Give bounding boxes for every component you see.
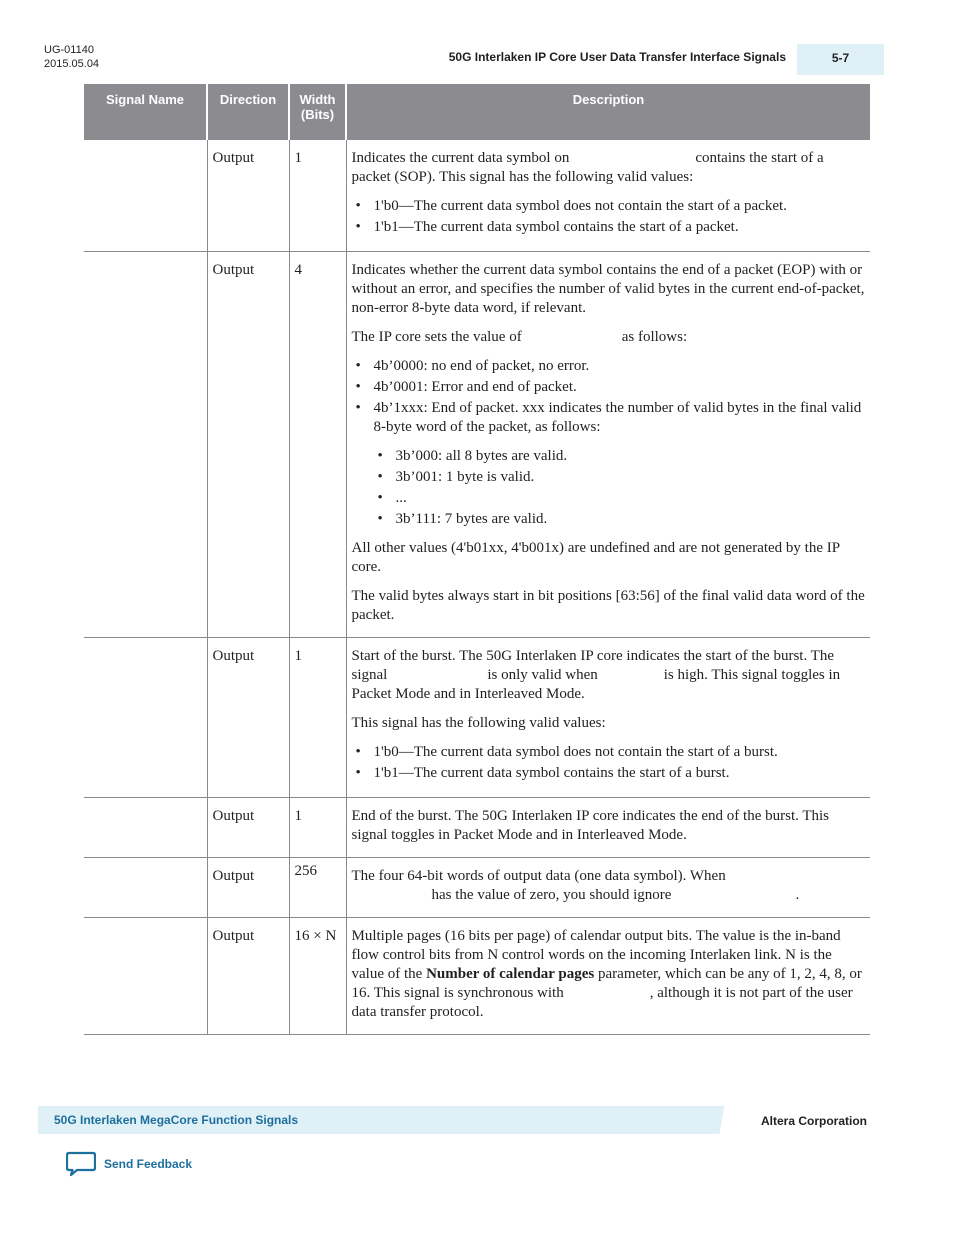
description-cell <box>346 858 870 918</box>
sub-list-item: • ... <box>396 489 867 508</box>
description-text: . <box>795 887 800 903</box>
description-cell <box>346 798 870 858</box>
table-row <box>84 140 870 252</box>
description-text: , although it is not part of the user data transfer protocol. <box>351 985 853 1020</box>
running-header-title: 50G Interlaken IP Core User Data Transfer Interface Signals <box>448 50 786 64</box>
signal-name-cell <box>84 798 207 858</box>
direction-cell: Output <box>207 252 289 638</box>
signal-table <box>84 84 870 1035</box>
description-text: Multiple pages (16 bits per page) of calendar output bits. The value is the in-band flow control bits from N control words on the incoming Interlaken link. N is the value of the <box>351 928 841 982</box>
page-number-box <box>797 44 884 75</box>
list-item: • 1'b0—The current data symbol does not contain the start of a burst. <box>374 743 867 762</box>
document-id-block <box>44 43 99 71</box>
header-direction: Direction <box>207 84 289 140</box>
description-paragraph <box>352 927 867 1022</box>
footer-section-link[interactable]: 50G Interlaken MegaCore Function Signals <box>54 1113 299 1127</box>
description-cell <box>346 638 870 798</box>
table-row <box>84 858 870 918</box>
table-row <box>84 798 870 858</box>
feedback-icon <box>66 1151 96 1177</box>
bullet-list <box>352 197 867 237</box>
document-date: 2015.05.04 <box>44 58 100 70</box>
description-text: is high. This signal toggles in Packet Mode and in Interleaved Mode. <box>351 667 841 702</box>
list-item: • 1'b1—The current data symbol contains the start of a burst. <box>374 764 867 783</box>
bullet-list <box>352 743 867 783</box>
signal-name-cell <box>84 252 207 638</box>
send-feedback-link[interactable] <box>66 1151 192 1177</box>
width-cell: 1 <box>289 140 346 252</box>
page-number: 5-7 <box>831 51 850 65</box>
description-paragraph <box>352 647 867 704</box>
description-text: as follows: <box>621 329 688 345</box>
signal-name-cell <box>84 918 207 1035</box>
description-paragraph <box>352 149 867 187</box>
bullet-list <box>352 357 867 529</box>
width-cell: 4 <box>289 252 346 638</box>
description-cell <box>346 140 870 252</box>
footer-company: Altera Corporation <box>761 1114 868 1128</box>
description-text: is only valid when <box>487 667 598 683</box>
list-item-text: 4b’1xxx: End of packet. xxx indicates the number of valid bytes in the final valid 8-byte word of the packet, as follows: <box>373 400 862 435</box>
description-paragraph: Indicates whether the current data symbol contains the end of a packet (EOP) with or without an error, and specifies the number of valid bytes in the current end-of-packet, non-error 8-byte data word, if relevant. <box>351 262 865 316</box>
description-cell <box>346 252 870 638</box>
list-item <box>374 399 867 529</box>
description-text: Indicates the current data symbol on <box>351 150 570 166</box>
footer-section-bar <box>38 1106 748 1134</box>
description-paragraph: All other values (4'b01xx, 4'b001x) are undefined and are not generated by the IP core. <box>351 540 840 575</box>
description-text: has the value of zero, you should ignore <box>431 887 672 903</box>
width-cell: 16 × N <box>289 918 346 1035</box>
signal-name-cell <box>84 140 207 252</box>
list-item: • 1'b1—The current data symbol contains the start of a packet. <box>374 218 867 237</box>
sub-list-item: • 3b’000: all 8 bytes are valid. <box>396 447 867 466</box>
table-row <box>84 638 870 798</box>
description-paragraph <box>352 867 867 905</box>
width-cell: 1 <box>289 798 346 858</box>
list-item: • 1'b0—The current data symbol does not contain the start of a packet. <box>374 197 867 216</box>
description-text: contains the start of a packet (SOP). This signal has the following valid values: <box>351 150 824 185</box>
description-text: Start of the burst. The 50G Interlaken IP core indicates the start of the burst. The signal <box>351 648 835 683</box>
direction-cell: Output <box>207 858 289 918</box>
send-feedback-label: Send Feedback <box>104 1157 193 1171</box>
list-item: • 4b’0000: no end of packet, no error. <box>374 357 867 376</box>
document-id: UG-01140 <box>44 44 94 56</box>
signal-name-cell <box>84 638 207 798</box>
header-width: Width (Bits) <box>289 84 346 140</box>
direction-cell: Output <box>207 918 289 1035</box>
width-cell: 256 <box>289 858 346 918</box>
description-text: The IP core sets the value of <box>351 329 522 345</box>
width-cell: 1 <box>289 638 346 798</box>
direction-cell: Output <box>207 798 289 858</box>
header-description: Description <box>346 84 870 140</box>
description-paragraph: End of the burst. The 50G Interlaken IP core indicates the end of the burst. This signal toggles in Packet Mode and in Interleaved Mode. <box>351 808 830 843</box>
sub-list-item: • 3b’111: 7 bytes are valid. <box>396 510 867 529</box>
direction-cell: Output <box>207 140 289 252</box>
description-paragraph <box>352 328 867 347</box>
description-paragraph: The valid bytes always start in bit positions [63:56] of the final valid data word of the packet. <box>351 588 865 623</box>
description-text: parameter, which can be any of 1, 2, 4, 8, or 16. This signal is synchronous with <box>351 966 862 1001</box>
header-signal-name: Signal Name <box>84 84 207 140</box>
parameter-name: Number of calendar pages <box>426 966 595 982</box>
table-row <box>84 252 870 638</box>
signal-name-cell <box>84 858 207 918</box>
description-text: The four 64-bit words of output data (one data symbol). When <box>351 868 726 884</box>
list-item: • 4b’0001: Error and end of packet. <box>374 378 867 397</box>
sub-bullet-list <box>374 447 867 529</box>
sub-list-item: • 3b’001: 1 byte is valid. <box>396 468 867 487</box>
direction-cell: Output <box>207 638 289 798</box>
table-header-row <box>84 84 870 140</box>
description-cell <box>346 918 870 1035</box>
table-row <box>84 918 870 1035</box>
description-paragraph: This signal has the following valid values: <box>351 715 606 731</box>
